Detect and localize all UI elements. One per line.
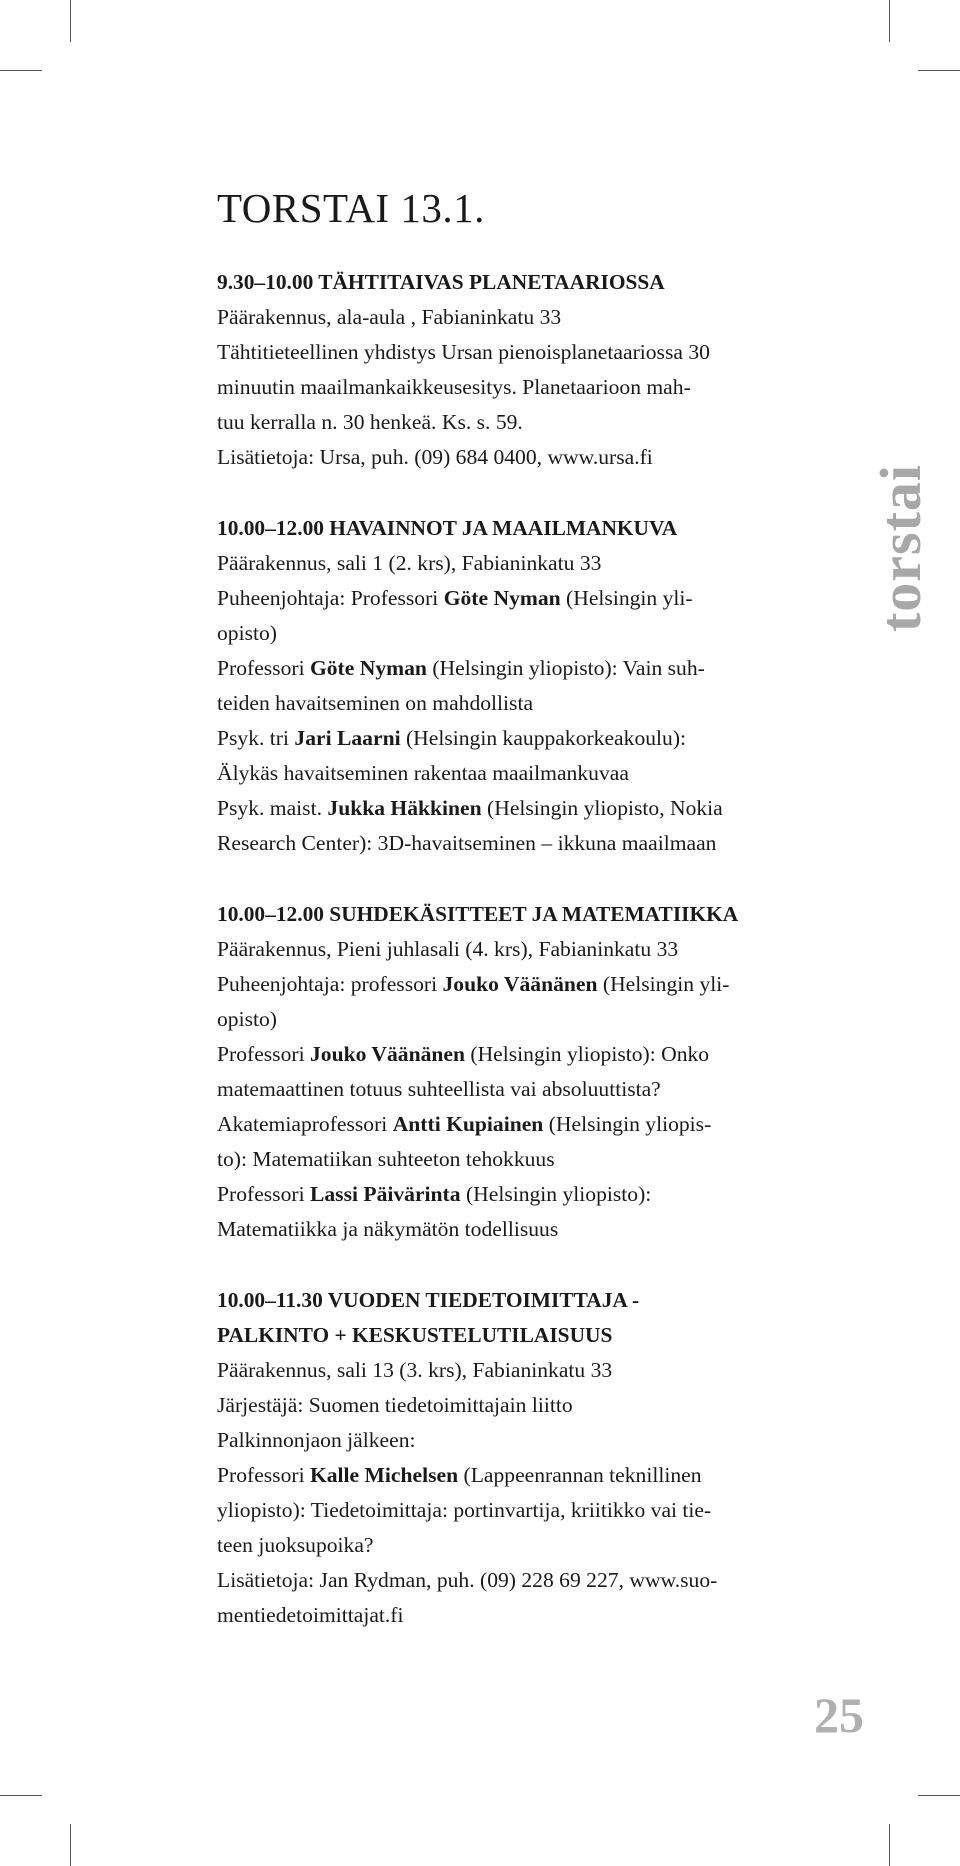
crop-mark <box>889 1824 890 1866</box>
event-detail-line: Lisätietoja: Jan Rydman, puh. (09) 228 69 227, www.suo- <box>217 1568 718 1592</box>
line-text: Professori <box>217 1463 310 1487</box>
event-detail-line <box>217 1177 817 1212</box>
speaker-name: Göte Nyman <box>443 586 561 610</box>
line-text: Akatemiaprofessori <box>217 1112 393 1136</box>
event-detail-line: Päärakennus, ala-aula , Fabianinkatu 33 <box>217 305 562 329</box>
event-detail-line: to): Matematiikan suhteeton tehokkuus <box>217 1147 555 1171</box>
crop-mark <box>918 70 960 71</box>
event-detail-line: Palkinnonjaon jälkeen: <box>217 1428 416 1452</box>
event-detail-line: mentiedetoimittajat.fi <box>217 1603 404 1627</box>
line-text: Psyk. maist. <box>217 796 328 820</box>
line-text: (Lappeenrannan teknillinen <box>458 1463 702 1487</box>
crop-mark <box>918 1795 960 1796</box>
event-detail-line: Päärakennus, sali 1 (2. krs), Fabianinkatu 33 <box>217 551 602 575</box>
event-detail-line: matemaattinen totuus suhteellista vai absoluuttista? <box>217 1077 661 1101</box>
side-tab-label: torstai <box>868 463 933 633</box>
event-detail-line <box>217 581 817 616</box>
event-detail-line: Research Center): 3D-havaitseminen – ikkuna maailmaan <box>217 831 717 855</box>
event-detail-line: tuu kerralla n. 30 henkeä. Ks. s. 59. <box>217 410 523 434</box>
event-detail-line <box>217 967 817 1002</box>
program-event <box>217 265 817 475</box>
speaker-name: Jukka Häkkinen <box>327 796 482 820</box>
crop-mark <box>889 0 890 42</box>
event-detail-line: Järjestäjä: Suomen tiedetoimittajain liitto <box>217 1393 573 1417</box>
program-event <box>217 511 817 861</box>
line-text: Puheenjohtaja: professori <box>217 972 443 996</box>
event-detail-line: Päärakennus, sali 13 (3. krs), Fabianinkatu 33 <box>217 1358 613 1382</box>
event-detail-line: minuutin maailmankaikkeusesitys. Planetaarioon mah- <box>217 375 691 399</box>
event-detail-line: opisto) <box>217 1007 277 1031</box>
event-heading: 10.00–12.00 HAVAINNOT JA MAAILMANKUVA <box>217 516 678 540</box>
line-text: (Helsingin kauppakorkeakoulu): <box>400 726 687 750</box>
event-heading: 10.00–11.30 VUODEN TIEDETOIMITTAJA - <box>217 1288 640 1312</box>
page-title: TORSTAI 13.1. <box>217 185 485 231</box>
program-event <box>217 897 817 1247</box>
event-heading: 10.00–12.00 SUHDEKÄSITTEET JA MATEMATIIKKA <box>217 902 739 926</box>
event-detail-line: opisto) <box>217 621 277 645</box>
crop-mark <box>0 70 42 71</box>
event-detail-line <box>217 791 817 826</box>
line-text: Professori <box>217 1042 310 1066</box>
event-detail-line: Lisätietoja: Ursa, puh. (09) 684 0400, www.ursa.fi <box>217 445 653 469</box>
speaker-name: Jouko Väänänen <box>309 1042 465 1066</box>
speaker-name: Jari Laarni <box>294 726 401 750</box>
line-text: (Helsingin yliopisto): <box>460 1182 652 1206</box>
event-detail-line: Päärakennus, Pieni juhlasali (4. krs), Fabianinkatu 33 <box>217 937 679 961</box>
event-detail-line <box>217 721 817 756</box>
line-text: Professori <box>217 1182 310 1206</box>
event-detail-line <box>217 651 817 686</box>
line-text: Professori <box>217 656 310 680</box>
line-text: (Helsingin yli- <box>597 972 730 996</box>
event-detail-line <box>217 1458 817 1493</box>
event-heading: 9.30–10.00 TÄHTITAIVAS PLANETAARIOSSA <box>217 270 665 294</box>
line-text: (Helsingin yliopis- <box>543 1112 712 1136</box>
event-detail-line: teiden havaitseminen on mahdollista <box>217 691 534 715</box>
event-detail-line: Matematiikka ja näkymätön todellisuus <box>217 1217 559 1241</box>
program-list <box>217 265 817 1669</box>
page-number: 25 <box>814 1687 864 1743</box>
crop-mark <box>0 1795 42 1796</box>
speaker-name: Kalle Michelsen <box>309 1463 459 1487</box>
line-text: Puheenjohtaja: Professori <box>217 586 444 610</box>
event-detail-line: yliopisto): Tiedetoimittaja: portinvartija, kriitikko vai tie- <box>217 1498 712 1522</box>
line-text: (Helsingin yliopisto, Nokia <box>481 796 723 820</box>
program-event <box>217 1283 817 1633</box>
event-detail-line: Älykäs havaitseminen rakentaa maailmankuvaa <box>217 761 629 785</box>
line-text: (Helsingin yliopisto): Vain suh- <box>426 656 705 680</box>
crop-mark <box>70 0 71 42</box>
speaker-name: Lassi Päivärinta <box>309 1182 461 1206</box>
event-detail-line <box>217 1037 817 1072</box>
event-heading: PALKINTO + KESKUSTELUTILAISUUS <box>217 1323 613 1347</box>
line-text: Psyk. tri <box>217 726 295 750</box>
event-detail-line: teen juoksupoika? <box>217 1533 374 1557</box>
line-text: (Helsingin yliopisto): Onko <box>464 1042 710 1066</box>
event-detail-line <box>217 1107 817 1142</box>
crop-mark <box>70 1824 71 1866</box>
speaker-name: Göte Nyman <box>309 656 427 680</box>
event-detail-line: Tähtitieteellinen yhdistys Ursan pienoisplanetaariossa 30 <box>217 340 710 364</box>
speaker-name: Jouko Väänänen <box>442 972 598 996</box>
speaker-name: Antti Kupiainen <box>392 1112 544 1136</box>
line-text: (Helsingin yli- <box>560 586 693 610</box>
